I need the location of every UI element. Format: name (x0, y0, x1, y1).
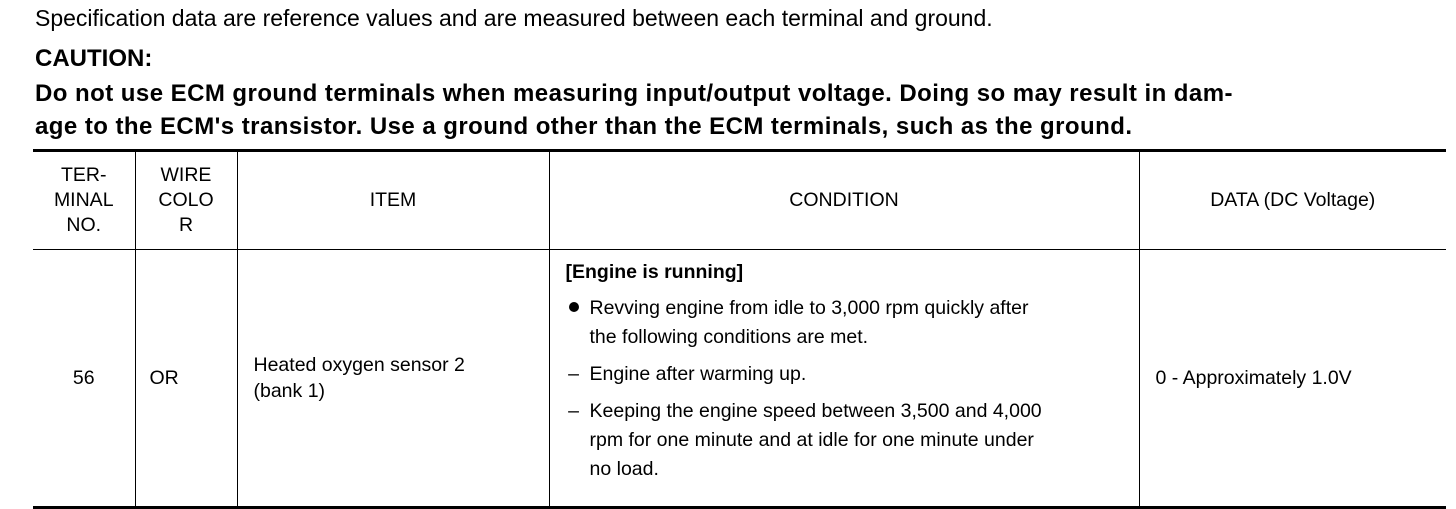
item-line: Heated oxygen sensor 2 (253, 354, 465, 376)
condition-line: Engine after warming up. (589, 363, 807, 385)
terminal-number-cell: 56 (33, 250, 135, 508)
header-terminal-line: TER- (61, 164, 107, 186)
caution-line-2: age to the ECM's transistor. Use a ground other than the ECM terminals, such as the ground. (35, 113, 1133, 140)
condition-line: rpm for one minute and at idle for one minute under (589, 429, 1034, 451)
condition-line: Keeping the engine speed between 3,500 and 4,000 (589, 400, 1042, 422)
caution-text (35, 77, 1443, 143)
header-wire-line: R (178, 214, 194, 236)
condition-line: no load. (589, 458, 659, 480)
header-wire-line: COLO (158, 189, 214, 211)
condition-heading: [Engine is running] (565, 261, 744, 283)
header-wire-color (135, 151, 237, 250)
terminal-spec-table (33, 149, 1446, 509)
dash-marker: – (568, 363, 579, 385)
header-wire-line: WIRE (160, 164, 212, 186)
header-data: DATA (DC Voltage) (1139, 151, 1446, 250)
dash-marker: – (568, 400, 579, 422)
bullet-icon (566, 294, 582, 323)
header-terminal-line: MINAL (53, 189, 114, 211)
wire-color-cell: OR (135, 250, 237, 508)
condition-item (566, 360, 1129, 389)
item-line: (bank 1) (253, 380, 326, 402)
intro-text: Specification data are reference values and are measured between each terminal and ground. (35, 5, 993, 31)
header-item: ITEM (237, 151, 549, 250)
table-row (33, 250, 1446, 508)
header-condition: CONDITION (549, 151, 1139, 250)
header-terminal-line: NO. (66, 214, 102, 236)
condition-item (566, 397, 1129, 484)
condition-cell (549, 250, 1139, 508)
header-terminal-no (33, 151, 135, 250)
condition-item (566, 294, 1129, 352)
condition-line: Revving engine from idle to 3,000 rpm quickly after (589, 297, 1029, 319)
data-value-cell: 0 - Approximately 1.0V (1139, 250, 1446, 508)
caution-heading: CAUTION: (35, 45, 153, 72)
caution-line-1: Do not use ECM ground terminals when measuring input/output voltage. Doing so may result in dam- (35, 80, 1233, 107)
condition-line: the following conditions are met. (589, 326, 869, 348)
item-cell (237, 250, 549, 508)
table-header-row (33, 151, 1446, 250)
